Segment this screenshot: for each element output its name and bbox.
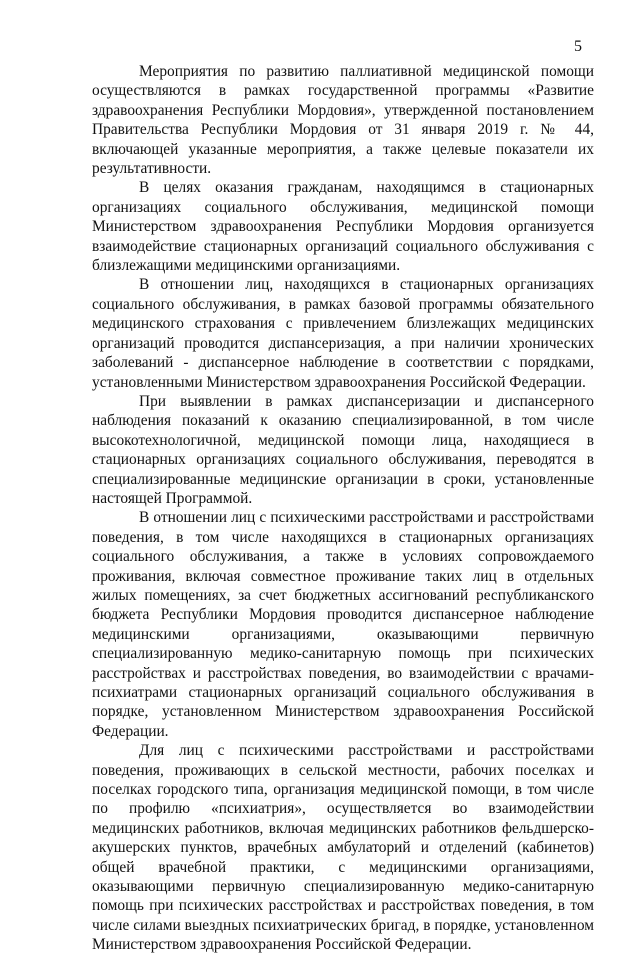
paragraph-rural-psychiatric-care: Для лиц с психическими расстройствами и расстройствами поведения, проживающих в сельской местности, рабочих поселках и поселках городского типа, организация медицинской помощи, в том числе по профилю «психиатрия», осуществляется во взаимодействии медицинских работников, включая медицинских работников фельдшерско-акушерских пунктов, врачебных амбулаторий и отделений (кабинетов) общей врачебной практики, с медицинскими организациями, оказывающими первичную специализированную медико-санитарную помощь при психических расстройствах и расстройствах поведения, в том числе силами выездных психиатрических бригад, в порядке, установленном Министерством здравоохранения Российской Федерации. bbox=[92, 742, 594, 954]
page-number: 5 bbox=[574, 38, 582, 55]
paragraph-specialized-transfer: При выявлении в рамках диспансеризации и диспансерного наблюдения показаний к оказанию специализированной, в том числе высокотехнологичной, медицинской помощи лица, находящиеся в стационарных организациях социального обслуживания, переводятся в специализированные медицинские организации в сроки, установленные настоящей Программой. bbox=[92, 392, 594, 507]
paragraph-mental-disorders-observation: В отношении лиц с психическими расстройствами и расстройствами поведения, в том числе находящихся в стационарных организациях социального обслуживания, а также в условиях сопровождаемого проживания, включая совместное проживание таких лиц в отдельных жилых помещениях, за счет бюджетных ассигнований республиканского бюджета Республики Мордовия проводится диспансерное наблюдение медицинскими организациями, оказывающими первичную специализированную медико-санитарную помощь при психических расстройствах и расстройствах поведения, во взаимодействии с врачами-психиатрами стационарных организаций социального обслуживания в порядке, установленном Министерством здравоохранения Российской Федерации. bbox=[92, 509, 594, 740]
paragraph-dispensarization: В отношении лиц, находящихся в стационарных организациях социального обслуживания, в рамках базовой программы обязательного медицинского страхования с привлечением близлежащих медицинских организаций проводится диспансеризация, а при наличии хронических заболеваний - диспансерное наблюдение в соответствии с порядками, установленными Министерством здравоохранения Российской Федерации. bbox=[92, 276, 594, 391]
paragraph-palliative-care: Мероприятия по развитию паллиативной медицинской помощи осуществляются в рамках государственной программы «Развитие здравоохранения Республики Мордовия», утвержденной постановлением Правительства Республики Мордовия от 31 января 2019 г. № 44, включающей указанные мероприятия, а также целевые показатели их результативности. bbox=[92, 63, 594, 178]
document-body bbox=[92, 62, 594, 955]
paragraph-social-institutions-care: В целях оказания гражданам, находящимся в стационарных организациях социального обслуживания, медицинской помощи Министерством здравоохранения Республики Мордовия организуется взаимодействие стационарных организаций социального обслуживания с близлежащими медицинскими организациями. bbox=[92, 179, 594, 275]
